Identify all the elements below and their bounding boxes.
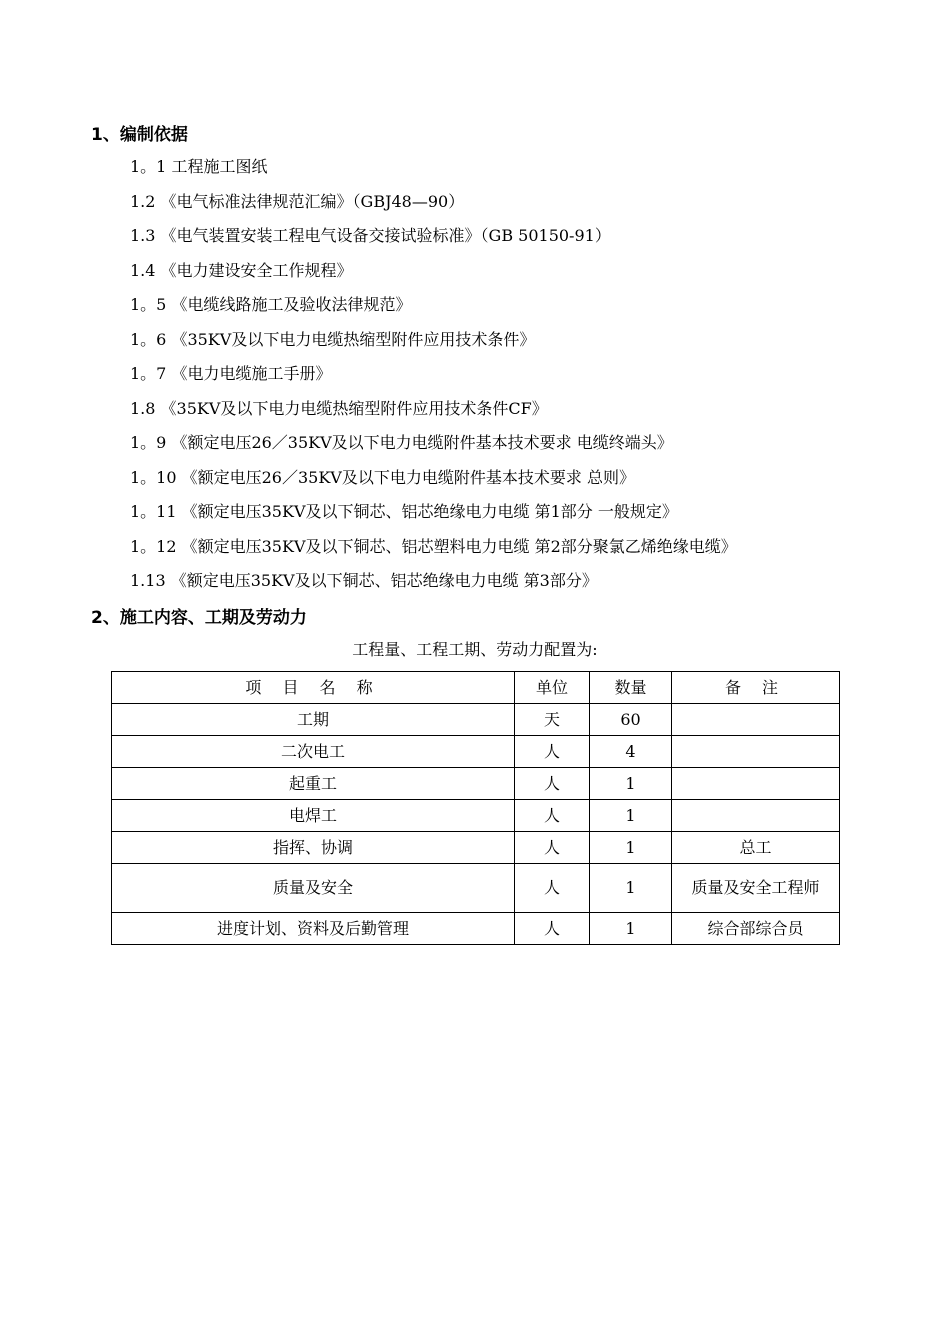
cell-quantity: 60 <box>590 704 672 736</box>
reference-item: 1.8 《35KV及以下电力电缆热缩型附件应用技术条件CF》 <box>130 398 548 418</box>
cell-unit: 人 <box>515 913 590 945</box>
header-quantity: 数量 <box>590 672 672 704</box>
reference-item: 1。7 《电力电缆施工手册》 <box>130 364 332 383</box>
header-unit: 单位 <box>515 672 590 704</box>
cell-quantity: 1 <box>590 864 672 913</box>
reference-item: 1.2 《电气标准法律规范汇编》（GBJ48—90） <box>130 191 465 211</box>
reference-item: 1。10 《额定电压26／35KV及以下电力电缆附件基本技术要求 总则》 <box>130 467 635 487</box>
table-row <box>112 864 840 913</box>
cell-item: 指挥、协调 <box>112 832 515 864</box>
cell-remark <box>672 768 840 800</box>
cell-item: 二次电工 <box>112 736 515 768</box>
cell-unit: 人 <box>515 864 590 913</box>
table-row <box>112 704 840 736</box>
reference-item: 1.13 《额定电压35KV及以下铜芯、铝芯绝缘电力电缆 第3部分》 <box>130 571 598 590</box>
cell-remark <box>672 800 840 832</box>
cell-unit: 天 <box>515 704 590 736</box>
cell-quantity: 1 <box>590 768 672 800</box>
section-heading-basis: 1、编制依据 <box>91 125 188 145</box>
cell-unit: 人 <box>515 800 590 832</box>
cell-remark: 总工 <box>672 832 840 864</box>
cell-unit: 人 <box>515 832 590 864</box>
table-row <box>112 800 840 832</box>
cell-remark <box>672 736 840 768</box>
reference-item: 1。12 《额定电压35KV及以下铜芯、铝芯塑料电力电缆 第2部分聚氯乙烯绝缘电缆》 <box>130 536 737 556</box>
section-heading-content: 2、施工内容、工期及劳动力 <box>91 608 307 628</box>
reference-item: 1。1 工程施工图纸 <box>130 157 268 176</box>
cell-item: 工期 <box>112 704 515 736</box>
table-caption: 工程量、工程工期、劳动力配置为: <box>352 640 598 659</box>
cell-quantity: 1 <box>590 913 672 945</box>
reference-item: 1。6 《35KV及以下电力电缆热缩型附件应用技术条件》 <box>130 329 536 349</box>
cell-quantity: 1 <box>590 832 672 864</box>
cell-item: 质量及安全 <box>112 864 515 913</box>
table-row <box>112 832 840 864</box>
reference-item: 1。9 《额定电压26／35KV及以下电力电缆附件基本技术要求 电缆终端头》 <box>130 433 673 452</box>
table-row <box>112 768 840 800</box>
table-header-row <box>112 672 840 704</box>
table-row <box>112 736 840 768</box>
reference-item: 1.4 《电力建设安全工作规程》 <box>130 260 353 280</box>
header-item-name: 项 目 名 称 <box>112 672 515 704</box>
cell-item: 进度计划、资料及后勤管理 <box>112 913 515 945</box>
cell-remark <box>672 704 840 736</box>
labor-table <box>111 671 840 945</box>
reference-list <box>130 153 737 602</box>
cell-item: 电焊工 <box>112 800 515 832</box>
cell-remark: 质量及安全工程师 <box>672 864 840 913</box>
cell-quantity: 1 <box>590 800 672 832</box>
cell-unit: 人 <box>515 736 590 768</box>
header-remark: 备 注 <box>672 672 840 704</box>
reference-item: 1。5 《电缆线路施工及验收法律规范》 <box>130 295 412 314</box>
table-row <box>112 913 840 945</box>
cell-remark: 综合部综合员 <box>672 913 840 945</box>
cell-unit: 人 <box>515 768 590 800</box>
cell-item: 起重工 <box>112 768 515 800</box>
reference-item: 1.3 《电气装置安装工程电气设备交接试验标准》（GB 50150-91） <box>130 226 611 245</box>
reference-item: 1。11 《额定电压35KV及以下铜芯、铝芯绝缘电力电缆 第1部分 一般规定》 <box>130 502 678 521</box>
cell-quantity: 4 <box>590 736 672 768</box>
